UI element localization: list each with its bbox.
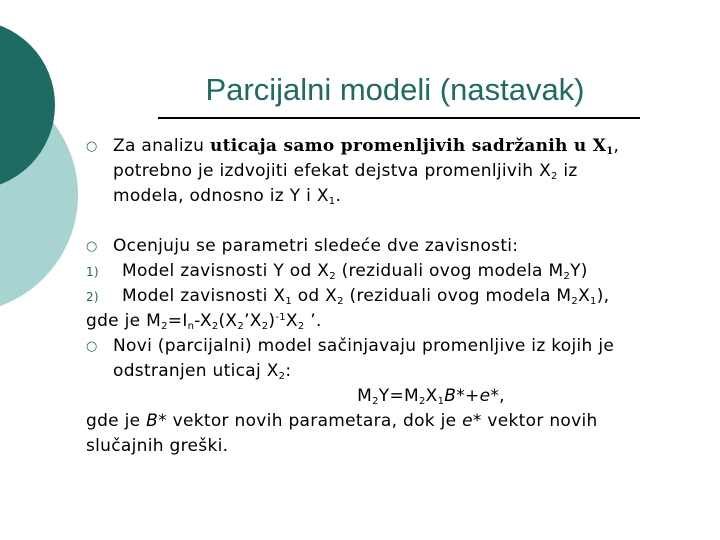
bullet-analysis-line-1: ○ Za analizu uticaja samo promenljivih sadržanih u $X_1$, <box>86 136 620 157</box>
numbered-item-2: 2) Model zavisnosti $X_1$ od $X_2$ (reziduali ovog modela $M_2X_1$), <box>86 284 706 309</box>
vector-definition-line-2: slučajnih greški. <box>86 436 229 456</box>
title-underline <box>158 117 640 119</box>
projection-matrix-line: gde je $M_2=I_n-X_2(X_2’X_2)^{-1}X_2$ ’. <box>86 311 322 332</box>
bullet-analysis-line-3: modela, odnosno iz Y i $X_1$. <box>113 186 342 207</box>
item-number: 1) <box>86 265 99 279</box>
hollow-circle-bullet-icon: ○ <box>86 339 98 354</box>
vector-definition-line-1: gde je B* vektor novih parametara, dok je e* vektor novih <box>86 411 598 431</box>
bullet-partial-model-line-2: odstranjen uticaj $X_2$: <box>113 361 292 382</box>
hollow-circle-bullet-icon: ○ <box>86 239 98 254</box>
bullet-analysis-line-2: potrebno je izdvojiti efekat dejstva promenljivih $X_2$ iz <box>113 161 578 182</box>
item-number: 2) <box>86 290 99 304</box>
bullet-estimation: ○ Ocenjuju se parametri sledeće dve zavisnosti: <box>86 234 706 259</box>
slide-body <box>86 134 706 459</box>
bullet-partial-model-line-1: ○ Novi (parcijalni) model sačinjavaju promenljive iz kojih je <box>86 334 706 359</box>
hollow-circle-bullet-icon: ○ <box>86 139 98 154</box>
numbered-item-1: 1) Model zavisnosti Y od $X_2$ (reziduali ovog modela $M_2Y$) <box>86 259 706 284</box>
partial-model-equation: $M_2Y=M_2X_1B*+e*$, <box>357 386 505 407</box>
slide-title: Parcijalni modeli (nastavak) <box>205 72 585 107</box>
